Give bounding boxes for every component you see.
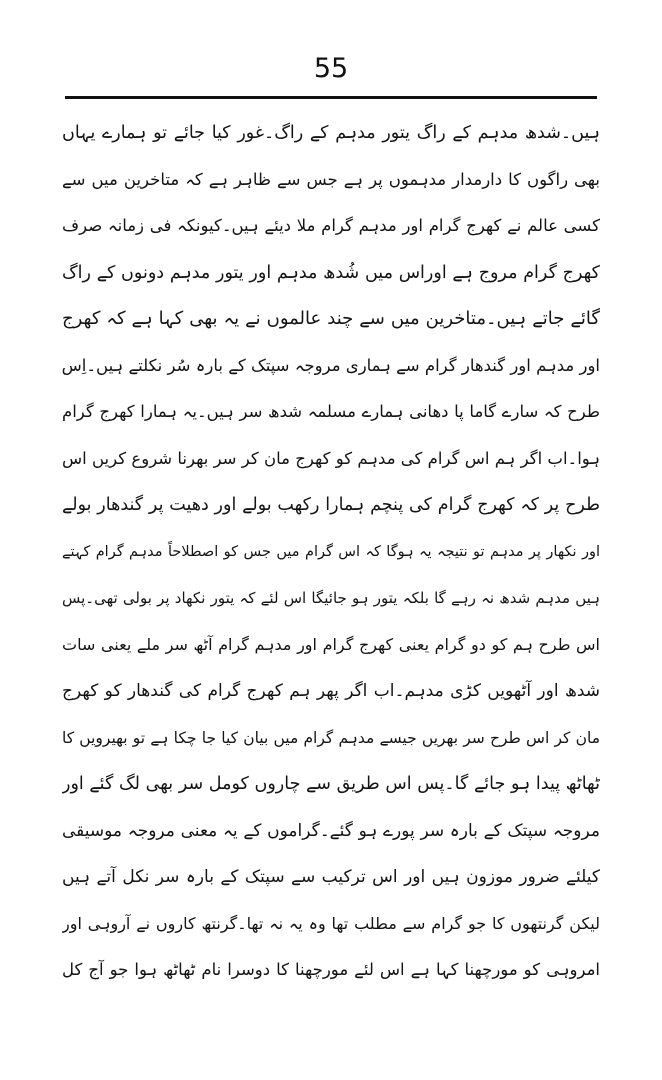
- page-number: 55: [313, 53, 349, 84]
- text-line: اور نکھار پر مدہم تو نتیجہ یہ ہوگا کہ اس گرام میں جس کو اصطلاحاً مدہم گرام کہتے: [62, 543, 600, 560]
- text-line: امروہی کو مورچھنا کہا ہے اس لئے مورچھنا کا دوسرا نام ٹھاٹھ ہوا جو آج کل: [62, 960, 600, 979]
- text-line: بھی راگوں کا دارمدار مدہموں پر ہے جس سے ظاہر ہے کہ متاخرین میں سے: [62, 169, 600, 189]
- text-line: مروجہ سپتک کے بارہ سر پورے ہو گئے۔گراموں کے یہ معنی مروجہ موسیقی: [62, 820, 600, 841]
- text-line: مان کر اس طرح سر بھریں جیسے مدہم گرام میں بیان کیا جا چکا ہے تو بھیرویں کا: [62, 728, 600, 747]
- text-line: کھرج گرام مروج ہے اوراس میں شُدھ مدہم اور یتور مدہم دونوں کے راگ: [62, 262, 600, 283]
- text-line: ہیں۔شدھ مدہم کے راگ یتور مدہم کے راگ۔غور کیا جائے تو ہمارے یہاں: [62, 123, 600, 143]
- text-line: طرح پر کہ کھرج گرام کی پنچم ہمارا رکھب بولے اور دھیت پر گندھار بولے: [62, 495, 600, 515]
- text-line: کیلئے ضرور موزون ہیں اور اس ترکیب سے سپتک کے بارہ سر نکل آتے ہیں: [62, 867, 600, 887]
- text-line: لیکن گرنتھوں کا جو گرام سے مطلب تھا وہ یہ نہ تھا۔گرنتھ کاروں نے آروہی اور: [62, 913, 600, 933]
- text-line: شدھ اور آٹھویں کڑی مدہم۔اب اگر پھر ہم کھرج گرام کی گندھار کو کھرج: [62, 681, 600, 701]
- text-line: ٹھاٹھ پیدا ہو جائے گا۔پس اس طریق سے چاروں کومل سر بھی لگ گئے اور: [62, 774, 600, 794]
- text-line: طرح کہ سارے گاما پا دھانی ہمارے مسلمہ شدھ سر ہیں۔یہ ہمارا کھرج گرام: [62, 402, 600, 421]
- header-rule: [65, 96, 597, 99]
- text-line: ہوا۔اب اگر ہم اس گرام کی مدہم کو کھرج مان کر سر بھرنا شروع کریں اس: [62, 448, 600, 468]
- text-line: کسی عالم نے کھرج گرام اور مدہم گرام ملا دیئے ہیں۔کیونکہ فی زمانہ صرف: [62, 216, 600, 235]
- text-line: گائے جاتے ہیں۔متاخرین میں سے چند عالموں نے یہ بھی کہا ہے کہ کھرج: [62, 308, 600, 329]
- body-text: [62, 110, 600, 994]
- text-line: ہیں مدہم شدھ نہ رہے گا بلکہ یتور ہو جائیگا اس لئے کہ یتور نکھاد پر بولی تھی۔پس: [62, 589, 600, 607]
- text-line: اور مدہم اور گندھار گرام سے ہماری مروجہ سپتک کے بارہ سُر نکلتے ہیں۔اِس: [62, 355, 600, 375]
- text-line: اس طرح ہم کو دو گرام یعنی کھرج گرام اور مدہم گرام آٹھ سر ملے یعنی سات: [62, 634, 600, 654]
